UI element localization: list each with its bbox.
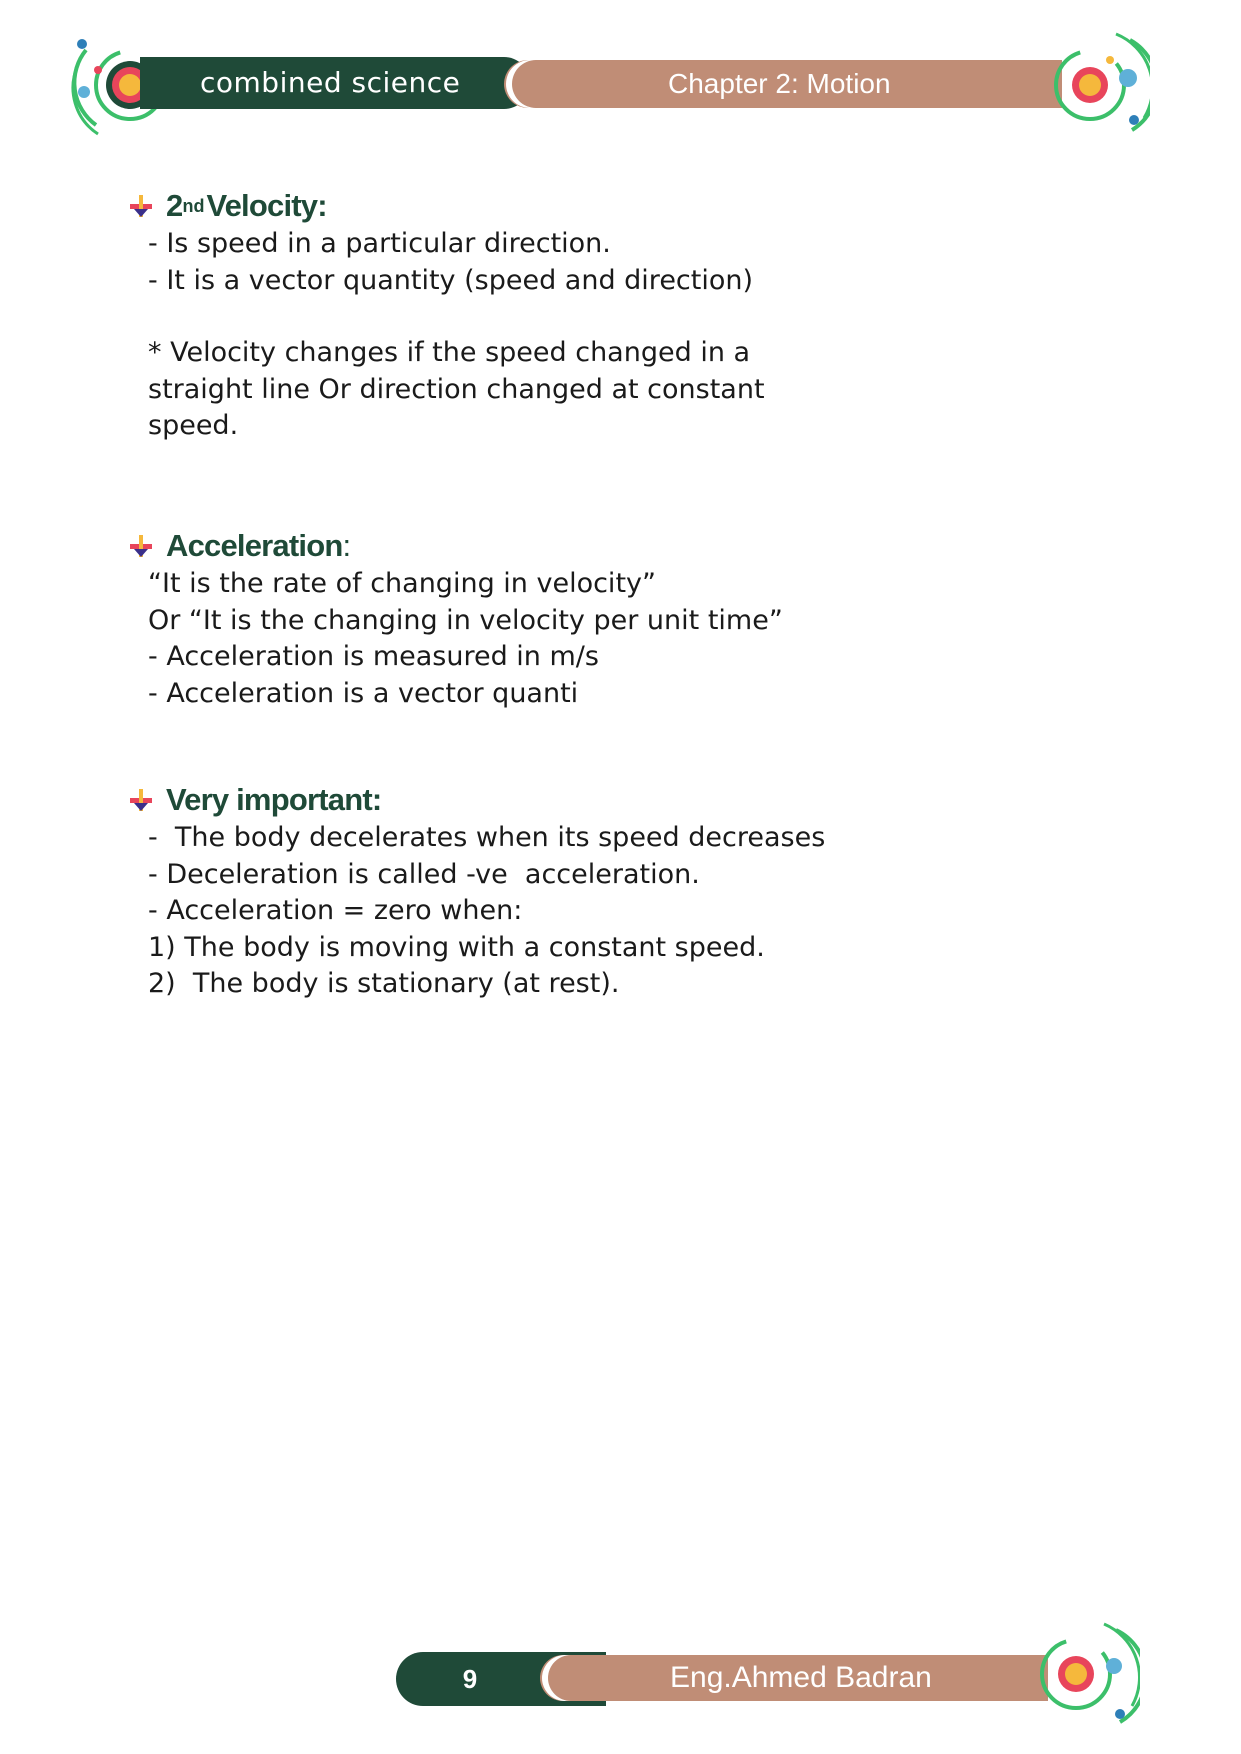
footer-author: Eng.Ahmed Badran	[670, 1661, 932, 1694]
velocity-title: Velocity:	[206, 188, 327, 223]
velocity-note-line: straight line Or direction changed at constant	[148, 373, 765, 405]
important-list-item: 2) The body is stationary (at rest).	[148, 968, 620, 999]
acceleration-colon: :	[342, 528, 352, 563]
acceleration-title: Acceleration	[166, 528, 343, 563]
important-line: - Acceleration = zero when:	[148, 895, 523, 926]
important-heading	[128, 780, 1008, 820]
bullet-arrow-icon	[128, 787, 154, 813]
important-title: Very important:	[166, 782, 382, 817]
velocity-ordinal: 2	[166, 188, 183, 223]
important-line: - Deceleration is called -ve acceleration.	[148, 858, 700, 890]
velocity-note-line: * Velocity changes if the speed changed in a	[148, 337, 751, 368]
acceleration-line: - Acceleration is a vector quanti	[148, 677, 579, 709]
science-logo-icon	[1040, 30, 1150, 140]
velocity-line: - Is speed in a particular direction.	[148, 228, 611, 259]
acceleration-line: “It is the rate of changing in velocity”	[148, 568, 656, 599]
important-line: - The body decelerates when its speed decreases	[148, 822, 826, 853]
bullet-arrow-icon	[128, 533, 154, 559]
page-number: 9	[462, 1664, 478, 1694]
header-chapter-title: Chapter 2: Motion	[668, 68, 891, 99]
important-list-item: 1) The body is moving with a constant speed.	[148, 931, 765, 963]
bullet-arrow-icon	[128, 193, 154, 219]
science-logo-icon	[1030, 1622, 1140, 1732]
acceleration-section	[128, 526, 1008, 712]
velocity-heading	[128, 186, 1008, 226]
velocity-section	[128, 186, 1008, 445]
header-subject: combined science	[200, 66, 461, 99]
velocity-line: - It is a vector quantity (speed and direction)	[148, 264, 754, 296]
important-section	[128, 780, 1008, 1003]
acceleration-heading	[128, 526, 1008, 566]
acceleration-line: - Acceleration is measured in m/s	[148, 641, 599, 672]
velocity-ordinal-suffix: nd	[182, 195, 205, 216]
acceleration-line: Or “It is the changing in velocity per unit time”	[148, 604, 783, 636]
velocity-note-line: speed.	[148, 410, 239, 441]
